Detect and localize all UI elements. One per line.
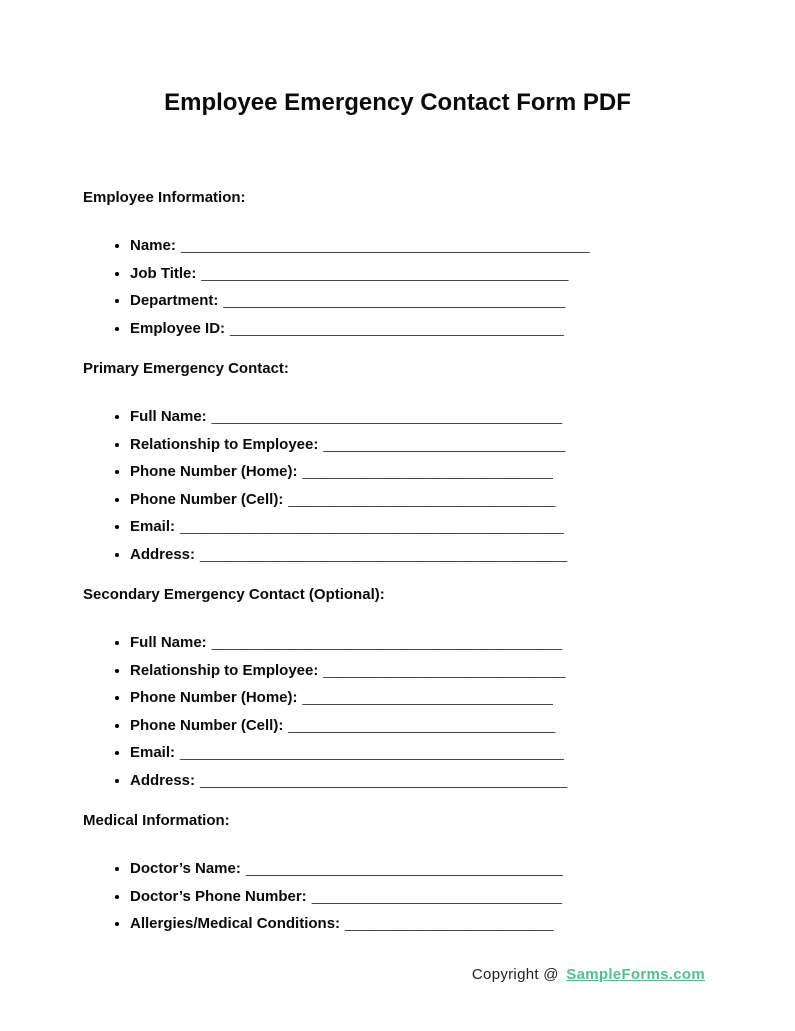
section-heading-medical-information: Medical Information: — [83, 812, 230, 829]
field-label: Full Name: — [130, 408, 207, 425]
field-row-relationship — [130, 431, 735, 459]
blank-line: ____________________________________________ — [200, 545, 568, 563]
field-row-address — [130, 767, 735, 795]
blank-line: _____________________________ — [323, 435, 566, 453]
blank-line: _________________________________________ — [223, 292, 566, 309]
field-row-allergies — [130, 910, 735, 938]
section-primary-emergency-contact — [83, 359, 735, 568]
field-label: Relationship to Employee: — [130, 661, 319, 679]
section-heading-primary-emergency-contact: Primary Emergency Contact: — [83, 360, 289, 377]
field-label: Job Title: — [130, 264, 197, 282]
field-label: Address: — [130, 771, 196, 789]
copyright-text: Copyright @ — [471, 965, 564, 983]
field-label: Phone Number (Home): — [130, 463, 298, 480]
field-row-full-name — [130, 403, 735, 431]
blank-line: ______________________________________________ — [180, 744, 564, 761]
blank-line: ______________________________________ — [245, 860, 563, 877]
field-list-medical-information — [83, 855, 735, 938]
field-row-phone-home — [130, 684, 735, 712]
blank-line: ______________________________ — [311, 887, 562, 905]
field-row-email — [130, 513, 735, 541]
field-label: Phone Number (Cell): — [130, 490, 284, 508]
section-medical-information — [83, 811, 735, 938]
field-label: Relationship to Employee: — [130, 435, 319, 453]
blank-line: ____________________________________________ — [201, 264, 569, 282]
field-label: Doctor’s Name: — [130, 860, 241, 877]
field-row-department — [130, 287, 735, 315]
field-row-doctors-name — [130, 855, 735, 883]
blank-line: ________________________________ — [288, 490, 556, 508]
blank-line: __________________________________________ — [211, 634, 563, 651]
field-row-name — [130, 232, 735, 260]
section-heading-employee-information: Employee Information: — [83, 189, 246, 206]
field-list-primary-emergency-contact — [83, 403, 735, 568]
field-label: Phone Number (Home): — [130, 689, 298, 706]
blank-line: ______________________________ — [302, 463, 553, 480]
field-label: Address: — [130, 545, 196, 563]
field-label: Name: — [130, 237, 176, 254]
section-secondary-emergency-contact — [83, 585, 735, 794]
sampleforms-link[interactable]: SampleForms.com — [566, 965, 705, 983]
blank-line: ____________________________________________ — [200, 771, 568, 789]
blank-line: _____________________________ — [323, 661, 566, 679]
field-row-phone-cell — [130, 712, 735, 740]
blank-line: ________________________________ — [288, 716, 556, 734]
section-heading-secondary-emergency-contact: Secondary Emergency Contact (Optional): — [83, 586, 385, 603]
field-list-secondary-emergency-contact — [83, 629, 735, 794]
field-label: Phone Number (Cell): — [130, 716, 284, 734]
field-row-full-name — [130, 629, 735, 657]
blank-line: ______________________________________________ — [180, 518, 564, 535]
field-label: Email: — [130, 518, 176, 535]
field-row-email — [130, 739, 735, 767]
field-row-phone-cell — [130, 486, 735, 514]
page-title: Employee Emergency Contact Form PDF — [164, 89, 631, 116]
field-row-job-title — [130, 260, 735, 288]
form-content — [0, 188, 795, 938]
blank-line: ______________________________ — [302, 689, 553, 706]
field-row-relationship — [130, 657, 735, 685]
field-label: Doctor’s Phone Number: — [130, 887, 307, 905]
blank-line: ________________________________________ — [230, 319, 564, 337]
blank-line: _________________________________________________ — [180, 237, 590, 254]
section-employee-information — [83, 188, 735, 342]
field-row-phone-home — [130, 458, 735, 486]
field-label: Employee ID: — [130, 319, 226, 337]
field-label: Department: — [130, 292, 219, 309]
field-row-employee-id — [130, 315, 735, 343]
field-row-doctors-phone — [130, 883, 735, 911]
field-row-address — [130, 541, 735, 569]
blank-line: _________________________ — [345, 915, 554, 932]
footer — [0, 965, 795, 985]
field-list-employee-information — [83, 232, 735, 342]
field-label: Allergies/Medical Conditions: — [130, 915, 341, 932]
field-label: Full Name: — [130, 634, 207, 651]
field-label: Email: — [130, 744, 176, 761]
blank-line: __________________________________________ — [211, 408, 563, 425]
